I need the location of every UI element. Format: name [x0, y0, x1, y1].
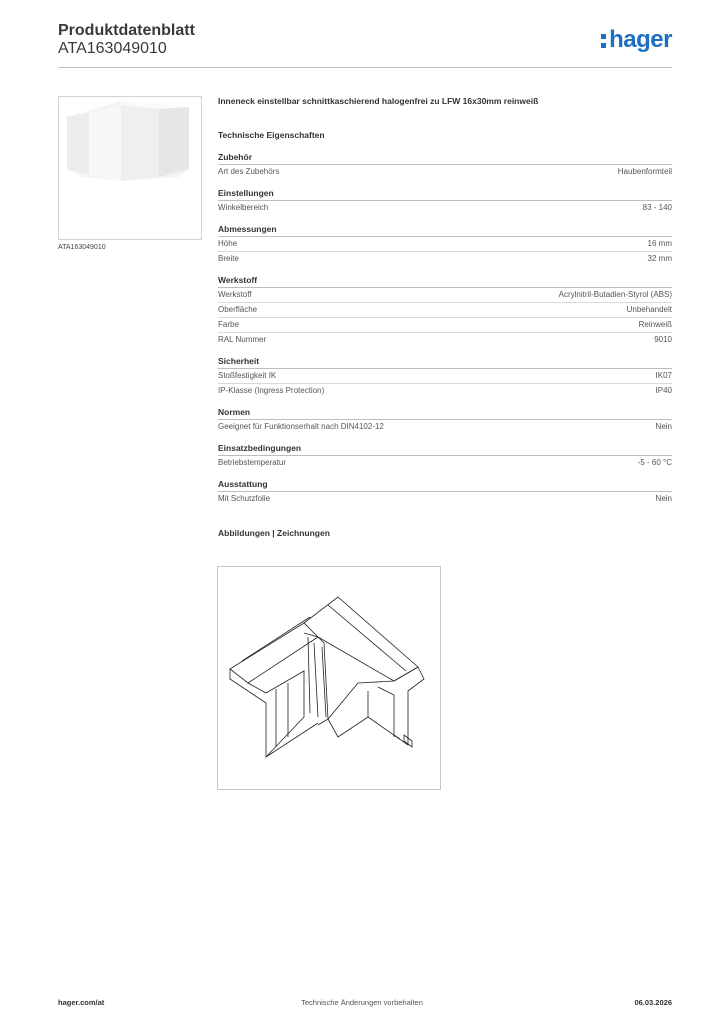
- page-title: Produktdatenblatt: [58, 22, 195, 39]
- technical-drawing: [217, 566, 441, 790]
- product-thumbnail: [58, 96, 202, 240]
- property-section: [218, 356, 672, 398]
- property-row: [218, 165, 672, 179]
- section-title: Einstellungen: [218, 188, 672, 201]
- property-value: -5 - 60 °C: [637, 458, 672, 467]
- property-row: [218, 420, 672, 434]
- property-row: [218, 492, 672, 506]
- property-row: [218, 252, 672, 266]
- footer-website-link[interactable]: hager.com/at: [58, 998, 105, 1007]
- property-label: RAL Nummer: [218, 335, 267, 344]
- property-label: Stoßfestigkeit IK: [218, 371, 277, 380]
- footer-date: 06.03.2026: [634, 998, 672, 1007]
- header-divider: [58, 67, 672, 68]
- section-title: Normen: [218, 407, 672, 420]
- property-section: [218, 275, 672, 347]
- property-value: Reinweiß: [638, 320, 672, 329]
- section-title: Einsatzbedingungen: [218, 443, 672, 456]
- property-section: [218, 224, 672, 266]
- property-value: 9010: [654, 335, 672, 344]
- property-value: Nein: [655, 422, 672, 431]
- property-label: Art des Zubehörs: [218, 167, 280, 176]
- property-section: [218, 188, 672, 215]
- property-row: [218, 333, 672, 347]
- property-label: Betriebstemperatur: [218, 458, 287, 467]
- property-label: Breite: [218, 254, 239, 263]
- property-value: IP40: [655, 386, 672, 395]
- logo-text: hager: [609, 26, 672, 53]
- section-title: Ausstattung: [218, 479, 672, 492]
- property-section: [218, 443, 672, 470]
- property-row: [218, 237, 672, 252]
- logo-colon-icon: [601, 31, 607, 49]
- property-value: IK07: [655, 371, 672, 380]
- property-row: [218, 201, 672, 215]
- property-label: Höhe: [218, 239, 238, 248]
- property-label: Mit Schutzfolie: [218, 494, 271, 503]
- property-section: [218, 479, 672, 506]
- property-label: Winkelbereich: [218, 203, 269, 212]
- property-value: 32 mm: [647, 254, 672, 263]
- property-label: Oberfläche: [218, 305, 258, 314]
- properties-list: [218, 152, 672, 506]
- property-value: 83 - 140: [642, 203, 672, 212]
- product-content: [218, 96, 672, 538]
- section-title: Abmessungen: [218, 224, 672, 237]
- property-row: [218, 384, 672, 398]
- property-value: Acrylnitril-Butadien-Styrol (ABS): [558, 290, 672, 299]
- thumbnail-caption: ATA163049010: [58, 244, 106, 251]
- hager-logo[interactable]: [601, 28, 672, 52]
- inner-corner-drawing-icon: [218, 567, 440, 789]
- property-label: Geeignet für Funktionserhalt nach DIN4102-12: [218, 422, 384, 431]
- property-value: Haubenformteil: [617, 167, 672, 176]
- property-value: Nein: [655, 494, 672, 503]
- property-section: [218, 407, 672, 434]
- property-section: [218, 152, 672, 179]
- property-row: [218, 318, 672, 333]
- product-photo-icon: [59, 97, 201, 239]
- property-row: [218, 456, 672, 470]
- section-title: Sicherheit: [218, 356, 672, 369]
- article-number: ATA163049010: [58, 40, 167, 57]
- property-label: Werkstoff: [218, 290, 252, 299]
- property-row: [218, 288, 672, 303]
- property-label: IP-Klasse (Ingress Protection): [218, 386, 325, 395]
- product-description: Inneneck einstellbar schnittkaschierend halogenfrei zu LFW 16x30mm reinweiß: [218, 96, 539, 106]
- property-label: Farbe: [218, 320, 239, 329]
- section-title: Zubehör: [218, 152, 672, 165]
- property-row: [218, 303, 672, 318]
- technical-heading: Technische Eigenschaften: [218, 130, 325, 140]
- drawings-heading: Abbildungen | Zeichnungen: [218, 528, 330, 538]
- section-title: Werkstoff: [218, 275, 672, 288]
- property-value: Unbehandelt: [626, 305, 672, 314]
- footer-disclaimer: Technische Änderungen vorbehalten: [301, 998, 423, 1007]
- property-value: 16 mm: [647, 239, 672, 248]
- property-row: [218, 369, 672, 384]
